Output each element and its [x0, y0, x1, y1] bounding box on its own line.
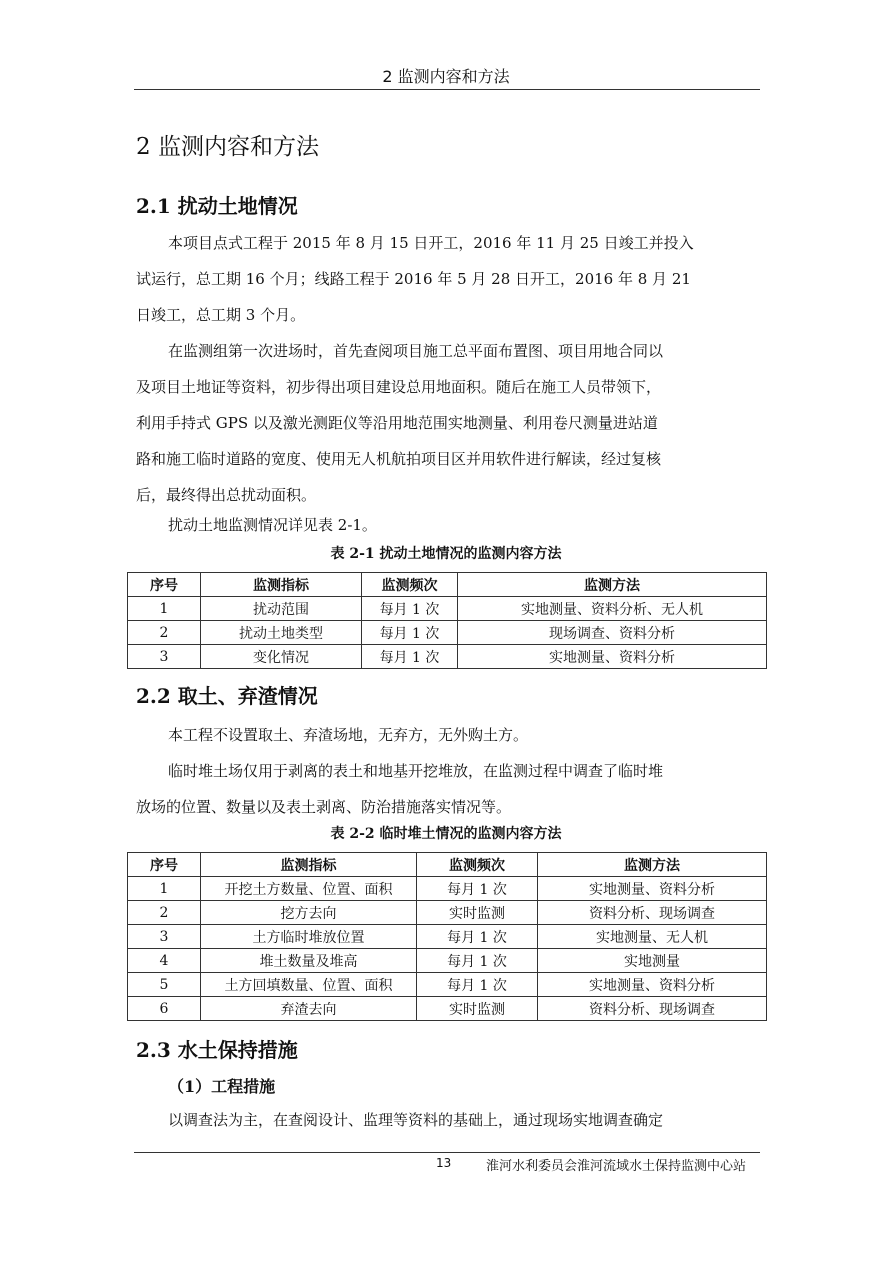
paragraph-line: 临时堆土场仅用于剥离的表土和地基开挖堆放，在监测过程中调查了临时堆	[168, 762, 664, 780]
column-header: 监测方法	[458, 573, 767, 597]
section-2-2-title: 2.2 取土、弃渣情况	[136, 684, 318, 708]
table-cell: 实地测量、资料分析	[458, 645, 767, 669]
table-cell: 每月 1 次	[417, 877, 538, 901]
table-cell: 实时监测	[417, 997, 538, 1021]
table-row	[128, 997, 767, 1021]
table-row	[128, 901, 767, 925]
table-cell: 实地测量、资料分析、无人机	[458, 597, 767, 621]
column-header: 监测指标	[201, 573, 362, 597]
table-cell: 3	[128, 925, 201, 949]
subsection-title: （1）工程措施	[168, 1077, 276, 1096]
footer-rule	[134, 1152, 760, 1153]
column-header: 监测方法	[538, 853, 767, 877]
paragraph-line: 后，最终得出总扰动面积。	[136, 486, 317, 504]
table-cell: 4	[128, 949, 201, 973]
table-cell: 资料分析、现场调查	[538, 997, 767, 1021]
table-cell: 开挖土方数量、位置、面积	[201, 877, 417, 901]
table-cell: 3	[128, 645, 201, 669]
table-cell: 挖方去向	[201, 901, 417, 925]
table-row	[128, 949, 767, 973]
column-header: 序号	[128, 573, 201, 597]
paragraph-line: 放场的位置、数量以及表土剥离、防治措施落实情况等。	[136, 798, 512, 816]
table-cell: 每月 1 次	[362, 645, 458, 669]
s22-paragraph-2	[136, 753, 758, 825]
table-cell: 2	[128, 901, 201, 925]
table-2-2-caption: 表 2-2 临时堆土情况的监测内容方法	[330, 826, 562, 842]
paragraph-line: 试运行，总工期 16 个月；线路工程于 2016 年 5 月 28 日开工，2016 年 8 月 21	[136, 270, 691, 288]
table-cell: 实地测量、无人机	[538, 925, 767, 949]
paragraph-line: 利用手持式 GPS 以及激光测距仪等沿用地范围实地测量、利用卷尺测量进站道	[136, 414, 658, 432]
table-row	[128, 925, 767, 949]
paragraph-line: 及项目土地证等资料，初步得出项目建设总用地面积。随后在施工人员带领下，	[136, 378, 662, 396]
table-cell: 实时监测	[417, 901, 538, 925]
table-cell: 堆土数量及堆高	[201, 949, 417, 973]
section-2-3-title: 2.3 水土保持措施	[136, 1038, 298, 1062]
running-header: 2 监测内容和方法	[382, 67, 510, 86]
table-cell: 弃渣去向	[201, 997, 417, 1021]
s22-paragraph-1: 本工程不设置取土、弃渣场地，无弃方，无外购土方。	[168, 726, 529, 744]
table-cell: 2	[128, 621, 201, 645]
column-header: 监测频次	[417, 853, 538, 877]
column-header: 序号	[128, 853, 201, 877]
paragraph-line: 路和施工临时道路的宽度、使用无人机航拍项目区并用软件进行解读，经过复核	[136, 450, 662, 468]
table-cell: 变化情况	[201, 645, 362, 669]
table-row	[128, 877, 767, 901]
s21-paragraph-3: 扰动土地监测情况详见表 2-1。	[168, 516, 377, 534]
s23-paragraph-1: 以调查法为主，在查阅设计、监理等资料的基础上，通过现场实地调查确定	[168, 1111, 664, 1129]
table-row	[128, 597, 767, 621]
table-cell: 每月 1 次	[362, 597, 458, 621]
column-header: 监测频次	[362, 573, 458, 597]
column-header: 监测指标	[201, 853, 417, 877]
section-2-1-title: 2.1 扰动土地情况	[136, 194, 298, 218]
s21-paragraph-1	[136, 225, 758, 333]
table-cell: 土方临时堆放位置	[201, 925, 417, 949]
table-2-2	[127, 852, 767, 1021]
table-cell: 每月 1 次	[417, 925, 538, 949]
table-cell: 实地测量	[538, 949, 767, 973]
table-cell: 现场调查、资料分析	[458, 621, 767, 645]
table-2-1-caption: 表 2-1 扰动土地情况的监测内容方法	[330, 546, 562, 562]
page-number: 13	[436, 1156, 452, 1170]
header-rule	[134, 89, 760, 90]
table-cell: 扰动土地类型	[201, 621, 362, 645]
table-cell: 实地测量、资料分析	[538, 877, 767, 901]
chapter-title: 2 监测内容和方法	[136, 134, 319, 160]
table-cell: 1	[128, 877, 201, 901]
table-cell: 1	[128, 597, 201, 621]
table-row	[128, 645, 767, 669]
s21-paragraph-2	[136, 333, 758, 513]
table-cell: 每月 1 次	[362, 621, 458, 645]
table-cell: 实地测量、资料分析	[538, 973, 767, 997]
table-row	[128, 621, 767, 645]
table-2-1	[127, 572, 767, 669]
table-cell: 扰动范围	[201, 597, 362, 621]
footer-organization: 淮河水利委员会淮河流域水土保持监测中心站	[486, 1159, 747, 1174]
table-cell: 5	[128, 973, 201, 997]
table-header-row	[128, 573, 767, 597]
table-cell: 土方回填数量、位置、面积	[201, 973, 417, 997]
table-row	[128, 973, 767, 997]
paragraph-line: 日竣工，总工期 3 个月。	[136, 306, 306, 324]
table-cell: 资料分析、现场调查	[538, 901, 767, 925]
table-header-row	[128, 853, 767, 877]
table-cell: 每月 1 次	[417, 949, 538, 973]
paragraph-line: 在监测组第一次进场时，首先查阅项目施工总平面布置图、项目用地合同以	[168, 342, 664, 360]
table-cell: 6	[128, 997, 201, 1021]
paragraph-line: 本项目点式工程于 2015 年 8 月 15 日开工，2016 年 11 月 25 日竣工并投入	[168, 234, 694, 252]
table-cell: 每月 1 次	[417, 973, 538, 997]
